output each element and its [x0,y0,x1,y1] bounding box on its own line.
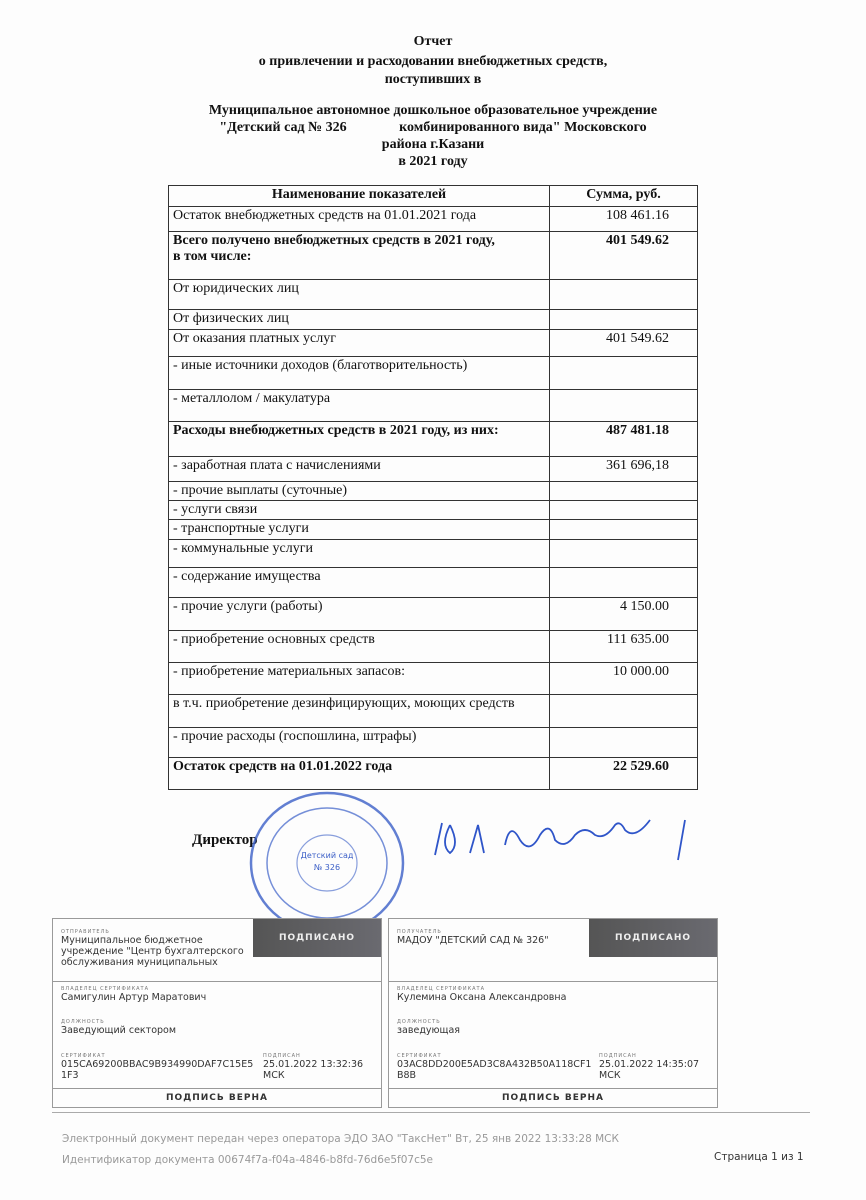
column-header-name: Наименование показателей [169,186,550,207]
owner-name: Кулемина Оксана Александровна [397,992,567,1003]
signed-label: ПОДПИСАН [599,1053,637,1059]
table-row [169,758,698,790]
table-row [169,631,698,663]
row-value: 108 461.16 [550,207,698,232]
row-value [550,501,698,520]
table-row [169,207,698,232]
row-value: 4 150.00 [550,598,698,631]
table-row [169,482,698,501]
cert-value: 015CA69200BBAC9B934990DAF7C15E51F3 [61,1059,254,1081]
table-row [169,520,698,540]
cert-label: СЕРТИФИКАТ [61,1053,106,1059]
owner-label: ВЛАДЕЛЕЦ СЕРТИФИКАТА [397,986,486,992]
subtitle-2: поступивших в [384,72,482,87]
row-name: От физических лиц [169,310,550,330]
row-name: - транспортные услуги [169,520,550,540]
row-value [550,540,698,568]
row-name: - содержание имущества [169,568,550,598]
row-name: - приобретение материальных запасов: [169,663,550,695]
sender-signature-box [52,918,382,1108]
signed-date: 25.01.2022 13:32:36 МСК [263,1059,364,1081]
row-value [550,357,698,390]
table-row [169,422,698,457]
signed-badge: ПОДПИСАНО [589,919,717,957]
table-row [169,390,698,422]
subtitle-1: о привлечении и расходовании внебюджетных средств, [258,54,608,69]
report-table [168,185,698,790]
sender-org: Муниципальное бюджетное учреждение "Центр бухгалтерского обслуживания муниципальных [61,935,244,968]
row-value [550,695,698,728]
column-header-sum: Сумма, руб. [550,186,698,207]
row-name: Остаток внебюджетных средств на 01.01.2021 года [169,207,550,232]
handwritten-signature [430,815,710,865]
signature-verified: ПОДПИСЬ ВЕРНА [53,1088,381,1107]
org-line-2: "Детский сад № 326 комбинированного вида" Московского [219,120,647,135]
year-line: в 2021 году [398,154,468,169]
row-value [550,280,698,310]
table-row [169,280,698,310]
row-name: - заработная плата с начислениями [169,457,550,482]
row-name: - металлолом / макулатура [169,390,550,422]
org-line-1: Муниципальное автономное дошкольное образовательное учреждение [208,103,658,118]
row-name: - прочие выплаты (суточные) [169,482,550,501]
signed-date: 25.01.2022 14:35:07 МСК [599,1059,700,1081]
row-name: - услуги связи [169,501,550,520]
row-name: - коммунальные услуги [169,540,550,568]
signed-badge: ПОДПИСАНО [253,919,381,957]
cert-value: 03AC8DD200E5AD3C8A432B50A118CF1B8B [397,1059,592,1081]
row-name: в т.ч. приобретение дезинфицирующих, моющих средств [169,695,550,728]
table-row [169,357,698,390]
row-value [550,520,698,540]
row-name: - приобретение основных средств [169,631,550,663]
table-row [169,598,698,631]
row-value: 487 481.18 [550,422,698,457]
table-row [169,232,698,280]
seal-stamp [247,788,407,938]
table-row [169,310,698,330]
row-value [550,728,698,758]
owner-name: Самигулин Артур Маратович [61,992,207,1003]
row-name: - прочие расходы (госпошлина, штрафы) [169,728,550,758]
position-value: заведующая [397,1025,460,1036]
row-value [550,568,698,598]
row-value: 401 549.62 [550,232,698,280]
receiver-org: МАДОУ "ДЕТСКИЙ САД № 326" [397,935,549,946]
title: Отчет [413,34,453,49]
footer-divider [52,1112,810,1113]
svg-text:№ 326: № 326 [313,863,341,872]
operator-note: Электронный документ передан через оператора ЭДО ЗАО "ТаксНет" Вт, 25 янв 2022 13:33:28 МСК [62,1133,619,1145]
receiver-signature-box [388,918,718,1108]
signature-verified: ПОДПИСЬ ВЕРНА [389,1088,717,1107]
table-row [169,501,698,520]
row-name: От юридических лиц [169,280,550,310]
table-row [169,540,698,568]
owner-label: ВЛАДЕЛЕЦ СЕРТИФИКАТА [61,986,150,992]
page-number: Страница 1 из 1 [714,1151,804,1163]
svg-text:Детский сад: Детский сад [300,851,354,860]
position-value: Заведующий сектором [61,1025,177,1036]
row-name: Расходы внебюджетных средств в 2021 году, из них: [169,422,550,457]
table-row [169,728,698,758]
table-row [169,330,698,357]
row-value: 22 529.60 [550,758,698,790]
position-label: ДОЛЖНОСТЬ [61,1019,105,1025]
row-value [550,390,698,422]
cert-label: СЕРТИФИКАТ [397,1053,442,1059]
row-name: - прочие услуги (работы) [169,598,550,631]
sender-role-label: ОТПРАВИТЕЛЬ [61,929,110,935]
row-value [550,310,698,330]
row-value: 401 549.62 [550,330,698,357]
row-name: - иные источники доходов (благотворительность) [169,357,550,390]
row-value: 10 000.00 [550,663,698,695]
director-label: Директор [192,832,258,848]
row-name: Остаток средств на 01.01.2022 года [169,758,550,790]
row-value: 111 635.00 [550,631,698,663]
document-id: Идентификатор документа 00674f7a-f04a-4846-b8fd-76d6e5f07c5e [62,1154,433,1166]
receiver-role-label: ПОЛУЧАТЕЛЬ [397,929,442,935]
table-row [169,568,698,598]
row-value [550,482,698,501]
row-name: От оказания платных услуг [169,330,550,357]
table-row [169,663,698,695]
table-row [169,457,698,482]
position-label: ДОЛЖНОСТЬ [397,1019,441,1025]
row-name: Всего получено внебюджетных средств в 2021 году, в том числе: [169,232,550,280]
table-row [169,695,698,728]
signed-label: ПОДПИСАН [263,1053,301,1059]
row-value: 361 696,18 [550,457,698,482]
org-line-3: района г.Казани [381,137,485,152]
